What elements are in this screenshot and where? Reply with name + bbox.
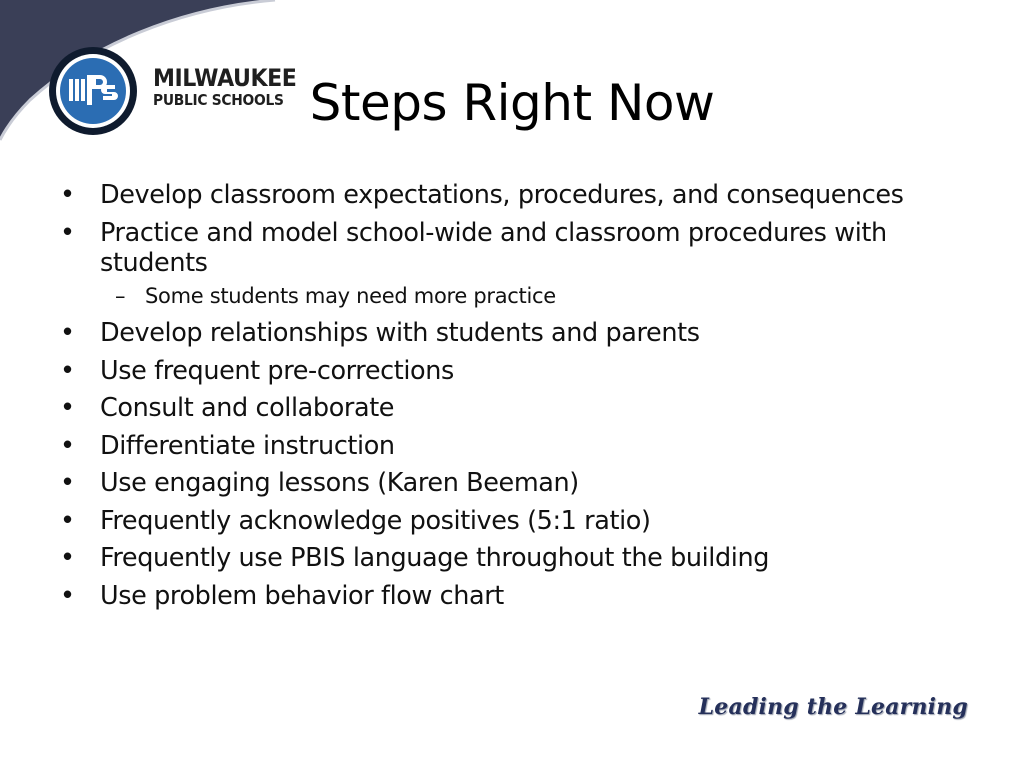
bullet-dot-icon: • [60,217,75,248]
bullet-dot-icon: • [60,180,75,210]
bullet-dot-icon: • [60,355,75,386]
bullet-text: Use problem behavior flow chart [100,580,504,611]
bullet-item [60,218,960,278]
bullet-text: Frequently acknowledge positives (5:1 ratio) [100,505,651,536]
bullet-item [60,506,960,536]
bullet-dot-icon: • [60,393,75,423]
sub-bullet-text: Some students may need more practice [145,284,556,308]
dash-icon: – [115,284,126,308]
bullet-item [60,581,960,611]
bullet-dot-icon: • [60,430,75,461]
bullet-dot-icon: • [60,318,75,348]
bullet-text: Consult and collaborate [100,393,395,423]
bullet-dot-icon: • [60,505,75,536]
bullet-text: Develop relationships with students and parents [100,318,700,348]
sub-bullet-item [60,283,960,309]
slide-title: Steps Right Now [309,74,715,132]
bullet-text: Differentiate instruction [100,430,395,461]
bullet-item [60,431,960,461]
bullet-text: Use engaging lessons (Karen Beeman) [100,468,579,498]
footer-tagline: Leading the Learning [698,694,968,720]
bullet-dot-icon: • [60,543,75,573]
bullet-text: Frequently use PBIS language throughout the building [100,543,770,573]
bullet-item [60,356,960,386]
bullet-text: Use frequent pre-corrections [100,355,454,386]
bullet-text: Develop classroom expectations, procedures, and consequences [100,180,904,210]
bullet-dot-icon: • [60,580,75,611]
bullet-item [60,318,960,348]
bullet-item [60,393,960,423]
bullet-item [60,468,960,498]
bullet-item [60,543,960,573]
logo-org-line1: MILWAUKEE [153,64,297,92]
bullet-list [60,180,960,618]
bullet-item [60,180,960,210]
logo-org-line2: PUBLIC SCHOOLS [153,91,284,109]
bullet-dot-icon: • [60,468,75,498]
bullet-text: Practice and model school-wide and classroom procedures with students [100,217,887,278]
